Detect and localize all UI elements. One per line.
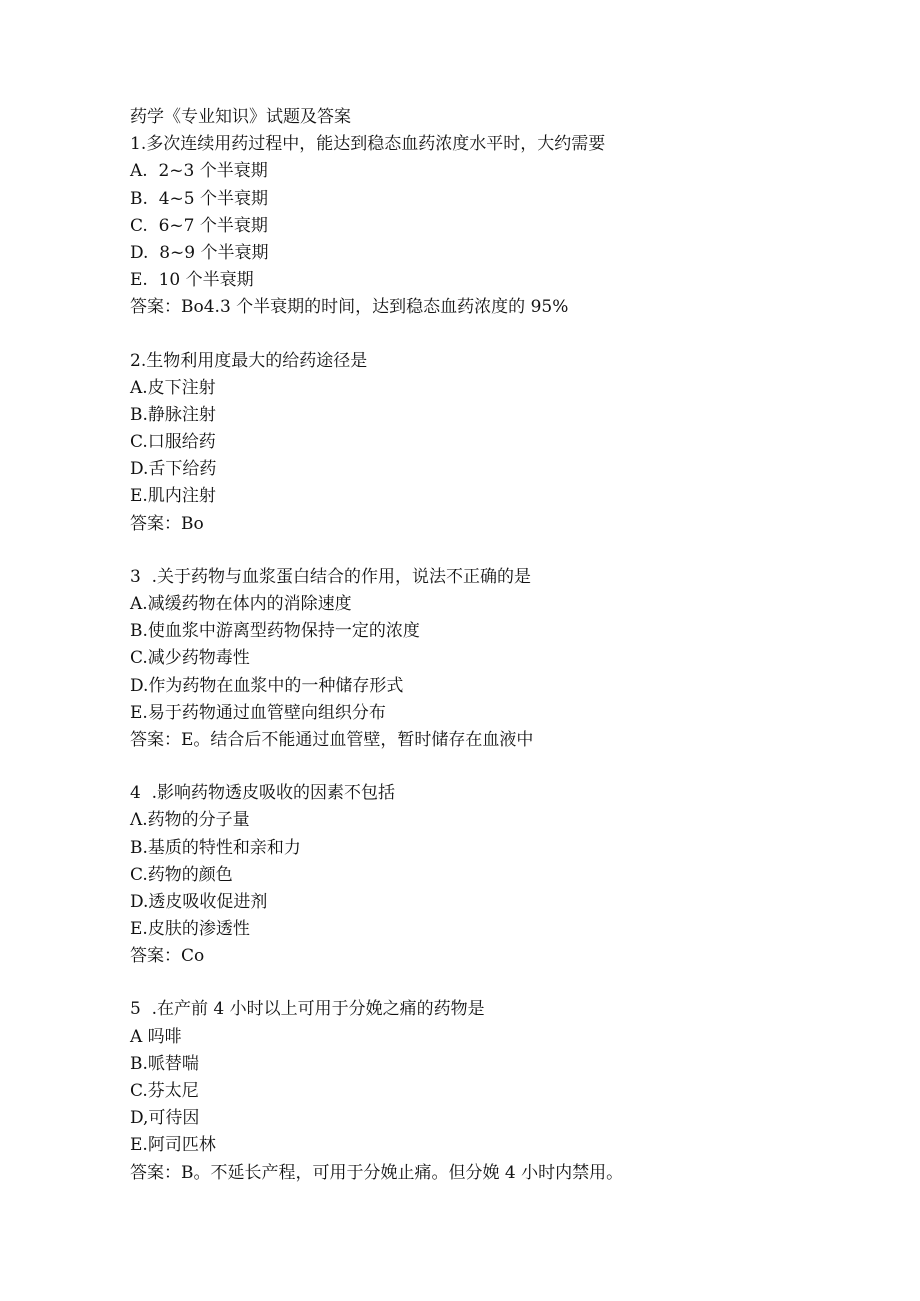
option-d: D,可待因 <box>130 1108 200 1129</box>
document-page <box>130 104 870 1187</box>
option-d: D.舌下给药 <box>130 459 217 480</box>
option-d: D. 8~9 个半衰期 <box>130 242 269 263</box>
option-b: B. 4~5 个半衰期 <box>130 188 268 209</box>
document-title: 药学《专业知识》试题及答案 <box>130 107 351 127</box>
answer-text: 答案：Co <box>130 946 205 967</box>
option-d: D.作为药物在血浆中的一种储存形式 <box>130 675 404 696</box>
answer-text: 答案：Bo4.3 个半衰期的时间，达到稳态血药浓度的 95% <box>130 297 569 318</box>
option-a: A.减缓药物在体内的消除速度 <box>130 594 352 614</box>
option-c: C. 6~7 个半衰期 <box>130 215 268 236</box>
option-c: C.口服给药 <box>130 432 216 453</box>
option-b: B.哌替喘 <box>130 1053 199 1074</box>
option-b: B.静脉注射 <box>130 404 216 425</box>
spacer <box>130 538 870 564</box>
question-stem: 2.生物利用度最大的给药途径是 <box>130 350 368 371</box>
option-c: C.芬太尼 <box>130 1081 199 1101</box>
option-b: B.基质的特性和亲和力 <box>130 837 301 858</box>
option-a: A.皮下注射 <box>130 377 216 398</box>
option-c: C.药物的颜色 <box>130 864 233 885</box>
answer-text: 答案：Bo <box>130 513 204 534</box>
spacer <box>130 754 870 780</box>
option-e: E.易于药物通过血管壁向组织分布 <box>130 702 386 723</box>
option-a: A 吗啡 <box>130 1026 182 1047</box>
question-stem: 1.多次连续用药过程中，能达到稳态血药浓度水平时，大约需要 <box>130 134 606 155</box>
answer-text: 答案：E。结合后不能通过血管壁，暂时储存在血液中 <box>130 729 534 750</box>
option-e: E.阿司匹林 <box>130 1135 216 1156</box>
option-a: Λ.药物的分子量 <box>130 810 250 831</box>
question-stem: 3 .关于药物与血浆蛋白结合的作用，说法不正确的是 <box>130 566 532 587</box>
spacer <box>130 970 870 996</box>
question-3 <box>130 564 870 754</box>
option-e: E.皮肤的渗透性 <box>130 919 250 940</box>
answer-text: 答案：B。不延长产程，可用于分娩止痛。但分娩 4 小时内禁用。 <box>130 1162 624 1183</box>
question-4 <box>130 780 870 970</box>
question-stem: 5 .在产前 4 小时以上可用于分娩之痛的药物是 <box>130 999 485 1020</box>
question-5 <box>130 996 870 1186</box>
option-e: E. 10 个半衰期 <box>130 270 254 291</box>
spacer <box>130 322 870 348</box>
question-stem: 4 .影响药物透皮吸收的因素不包括 <box>130 783 396 804</box>
option-a: A. 2~3 个半衰期 <box>130 161 268 182</box>
option-c: C.减少药物毒性 <box>130 648 250 669</box>
option-b: B.使血浆中游离型药物保持一定的浓度 <box>130 621 420 642</box>
question-2 <box>130 348 870 538</box>
question-1 <box>130 131 870 321</box>
option-d: D.透皮吸收促进剂 <box>130 891 268 912</box>
option-e: E.肌内注射 <box>130 486 216 507</box>
